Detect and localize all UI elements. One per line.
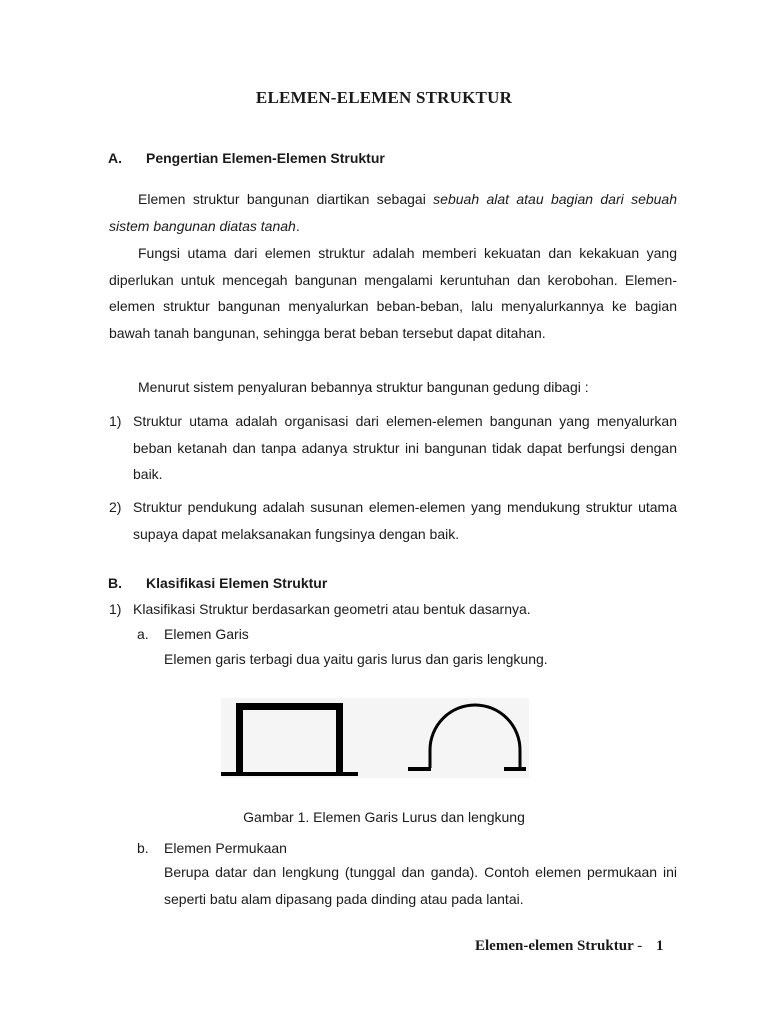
sub-item-title: Elemen Permukaan bbox=[164, 840, 287, 856]
footer-text: Elemen-elemen Struktur bbox=[475, 938, 634, 954]
sub-item-description: Elemen garis terbagi dua yaitu garis lurus dan garis lengkung. bbox=[164, 651, 548, 667]
page-footer bbox=[475, 938, 663, 955]
sub-item-letter: a. bbox=[137, 626, 149, 642]
function-text: Fungsi utama dari elemen struktur adalah memberi kekuatan dan kekakuan yang diperlukan untuk mencegah bangunan mengalami keruntuhan dan kerobohan. Elemen-elemen struktur bangunan menyalurkan beban-beban, lalu menyalurkannya ke bagian bawah tanah bangunan, sehingga berat beban tersebut dapat ditahan. bbox=[109, 245, 677, 341]
section-b-letter: B. bbox=[108, 575, 122, 591]
curved-arch bbox=[430, 705, 520, 768]
list-item-text: Struktur utama adalah organisasi dari elemen-elemen bangunan yang menyalurkan beban ketanah dan tanpa adanya struktur ini bangunan tidak dapat berfungsi dengan baik. bbox=[133, 413, 677, 482]
paragraph-system bbox=[109, 374, 677, 401]
section-b-heading: Klasifikasi Elemen Struktur bbox=[146, 575, 328, 591]
section-a-heading: Pengertian Elemen-Elemen Struktur bbox=[146, 150, 385, 166]
curved-arch-left-base bbox=[408, 767, 431, 771]
figure-caption: Gambar 1. Elemen Garis Lurus dan lengkung bbox=[243, 809, 525, 825]
page-title: ELEMEN-ELEMEN STRUKTUR bbox=[255, 88, 513, 107]
sub-item-letter: b. bbox=[137, 840, 149, 856]
sub-item-title: Elemen Garis bbox=[164, 626, 249, 642]
section-a-letter: A. bbox=[108, 150, 122, 166]
definition-italic-text: sebuah alat atau bagian dari sebuah sistem bangunan diatas tanah bbox=[109, 191, 678, 234]
definition-text: Elemen struktur bangunan diartikan sebagai bbox=[138, 191, 434, 207]
list-item-number: 1) bbox=[109, 413, 122, 429]
figure-line-elements bbox=[221, 698, 529, 778]
straight-frame-left-column bbox=[236, 703, 243, 774]
straight-frame-beam bbox=[236, 703, 343, 710]
list-item-number: 1) bbox=[109, 601, 122, 617]
paragraph-definition bbox=[109, 186, 677, 239]
system-text: Menurut sistem penyaluran bebannya struktur bangunan gedung dibagi : bbox=[138, 379, 589, 395]
sub-item-description: Berupa datar dan lengkung (tunggal dan ganda). Contoh elemen permukaan ini seperti batu alam dipasang pada dinding atau pada lantai. bbox=[164, 864, 677, 907]
curved-arch-right-base bbox=[504, 767, 526, 771]
figure-line-elements-svg bbox=[221, 698, 529, 778]
list-item-text: Struktur pendukung adalah susunan elemen-elemen yang mendukung struktur utama supaya dapat melaksanakan fungsinya dengan baik. bbox=[133, 499, 677, 542]
definition-end: . bbox=[295, 217, 300, 234]
paragraph-function bbox=[109, 240, 677, 346]
page-number: 1 bbox=[655, 938, 664, 954]
list-item-number: 2) bbox=[109, 499, 122, 515]
list-item-text: Klasifikasi Struktur berdasarkan geometri atau bentuk dasarnya. bbox=[133, 601, 531, 617]
straight-frame-right-column bbox=[336, 703, 343, 774]
footer-separator: - bbox=[637, 938, 643, 954]
